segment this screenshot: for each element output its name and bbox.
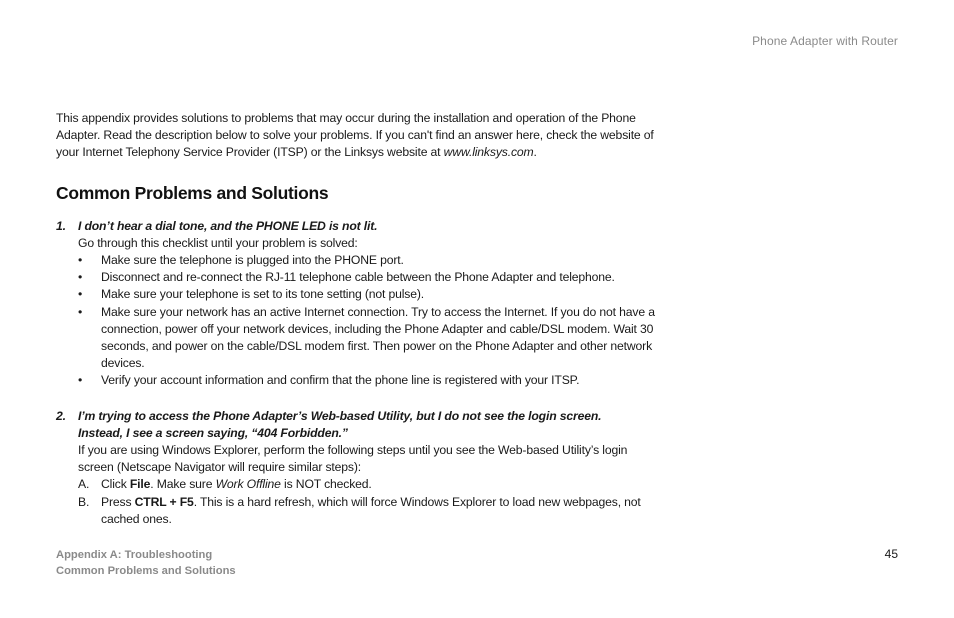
step-text: Click — [101, 477, 130, 492]
linksys-website-link[interactable]: www.linksys.com — [443, 145, 534, 160]
page-number: 45 — [884, 547, 898, 561]
problem-1-heading — [56, 218, 666, 235]
problem-1 — [56, 218, 666, 390]
step-text: is NOT checked. — [280, 477, 372, 492]
step-item-a — [78, 476, 666, 493]
main-content — [56, 110, 666, 528]
intro-text: This appendix provides solutions to problems that may occur during the installation and operation of the Phone Adapter. Read the description below to solve your problems. If you can't find an answer here, check the website of your Internet Telephony Service Provider (ITSP) or the Linksys website at — [56, 111, 654, 160]
bullet-dot: • — [78, 270, 83, 285]
problem-1-intro: Go through this checklist until your problem is solved: — [78, 235, 358, 250]
step-text: Press — [101, 494, 135, 509]
problem-2-intro: If you are using Windows Explorer, perform the following steps until you see the Web-based Utility’s login screen (Netscape Navigator will require similar steps): — [78, 443, 628, 475]
problem-2-number: 2. — [56, 408, 66, 423]
work-offline-label: Work Offline — [215, 477, 281, 492]
checklist-item-text: Make sure your network has an active Internet connection. Try to access the Internet. If you do not have a connection, power off your network devices, including the Phone Adapter and cable/DSL modem. Wait 30 seconds, and power on the cable/DSL modem first. Then power on the Phone Adapter and other network devices. — [101, 304, 655, 371]
file-menu-label: File — [129, 477, 151, 492]
footer-appendix-title: Appendix A: Troubleshooting — [56, 549, 213, 561]
checklist-item — [78, 372, 666, 389]
bullet-dot: • — [78, 373, 83, 388]
checklist-item — [78, 252, 666, 269]
problem-2-title-line-1: I’m trying to access the Phone Adapter’s Web-based Utility, but I do not see the login screen. — [78, 408, 602, 423]
keyboard-shortcut-label: CTRL + F5 — [134, 494, 194, 509]
problem-2-heading — [56, 408, 666, 442]
checklist-item-text: Make sure the telephone is plugged into the PHONE port. — [101, 253, 404, 268]
problem-2-title-line-2: Instead, I see a screen saying, “404 Forbidden.” — [78, 425, 348, 440]
problem-1-title: I don’t hear a dial tone, and the PHONE LED is not lit. — [78, 218, 378, 233]
bullet-dot: • — [78, 287, 83, 302]
problem-2 — [56, 408, 666, 528]
footer-breadcrumb — [56, 547, 236, 579]
bullet-dot: • — [78, 253, 83, 268]
checklist-item-text: Disconnect and re-connect the RJ-11 telephone cable between the Phone Adapter and telephone. — [101, 270, 615, 285]
step-text: . Make sure — [150, 477, 216, 492]
intro-end: . — [533, 145, 537, 160]
checklist-item — [78, 304, 666, 373]
footer-section-title: Common Problems and Solutions — [56, 565, 236, 577]
checklist-item — [78, 286, 666, 303]
step-text: . This is a hard refresh, which will force Windows Explorer to load new webpages, not cached ones. — [101, 494, 641, 526]
checklist-item-text: Verify your account information and confirm that the phone line is registered with your ITSP. — [101, 373, 580, 388]
section-title: Common Problems and Solutions — [56, 182, 329, 203]
running-header: Phone Adapter with Router — [752, 34, 898, 48]
checklist-item-text: Make sure your telephone is set to its tone setting (not pulse). — [101, 287, 425, 302]
checklist-item — [78, 269, 666, 286]
step-marker: B. — [78, 494, 90, 509]
step-marker: A. — [78, 477, 90, 492]
problem-2-steps — [56, 476, 666, 528]
step-item-b — [78, 494, 666, 528]
problem-1-number: 1. — [56, 218, 66, 233]
intro-paragraph — [56, 110, 666, 162]
problem-1-checklist — [56, 252, 666, 390]
bullet-dot: • — [78, 304, 83, 319]
